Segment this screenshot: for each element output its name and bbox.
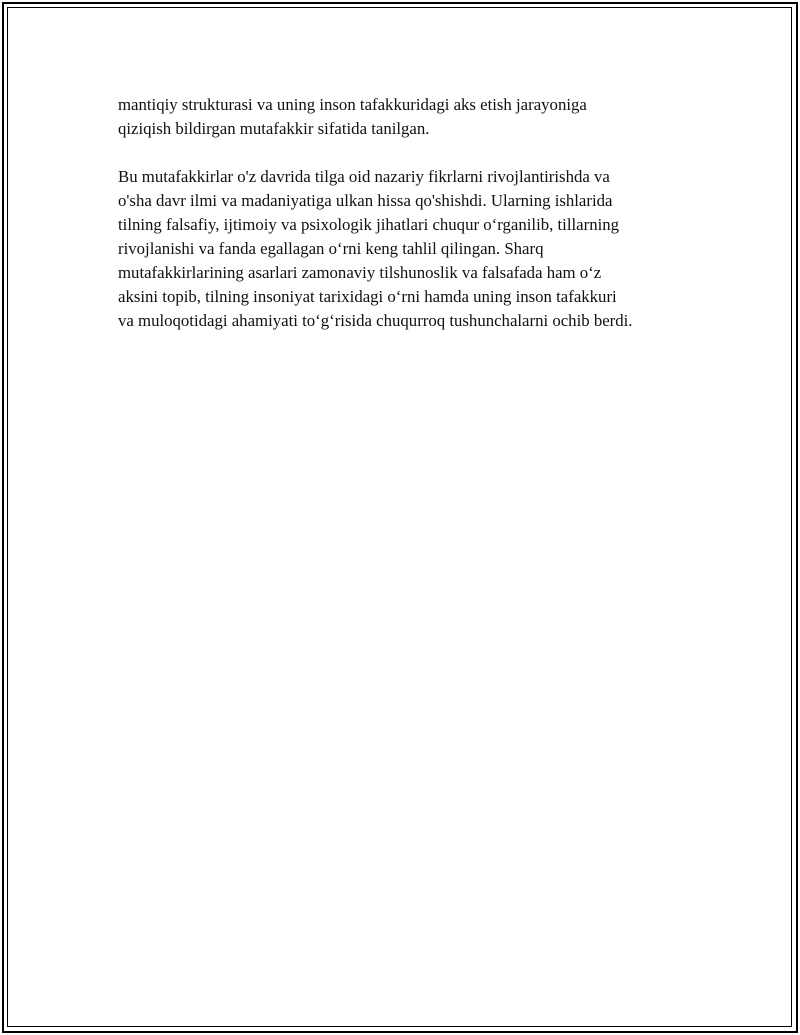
paragraph-2: Bu mutafakkirlar o'z davrida tilga oid nazariy fikrlarni rivojlantirishda va o'sha davr ilmi va madaniyatiga ulkan hissa qo'shishdi. Ularning ishlarida tilning falsafiy, ijtimoiy va psixologik jihatlari chuqur o‘rganilib, tillarning rivojlanishi va fanda egallagan o‘rni keng tahlil qilingan. Sharq mutafakkirlarining asarlari zamonaviy tilshunoslik va falsafada ham o‘z aksini topib, tilning insoniyat tarixidagi o‘rni hamda uning inson tafakkuri va muloqotidagi ahamiyati to‘g‘risida chuqurroq tushunchalarni ochib berdi.: [118, 167, 633, 330]
paragraph-1: mantiqiy strukturasi va uning inson tafakkuridagi aks etish jarayoniga qiziqish bildirgan mutafakkir sifatida tanilgan.: [118, 95, 587, 138]
document-body: [118, 93, 688, 333]
